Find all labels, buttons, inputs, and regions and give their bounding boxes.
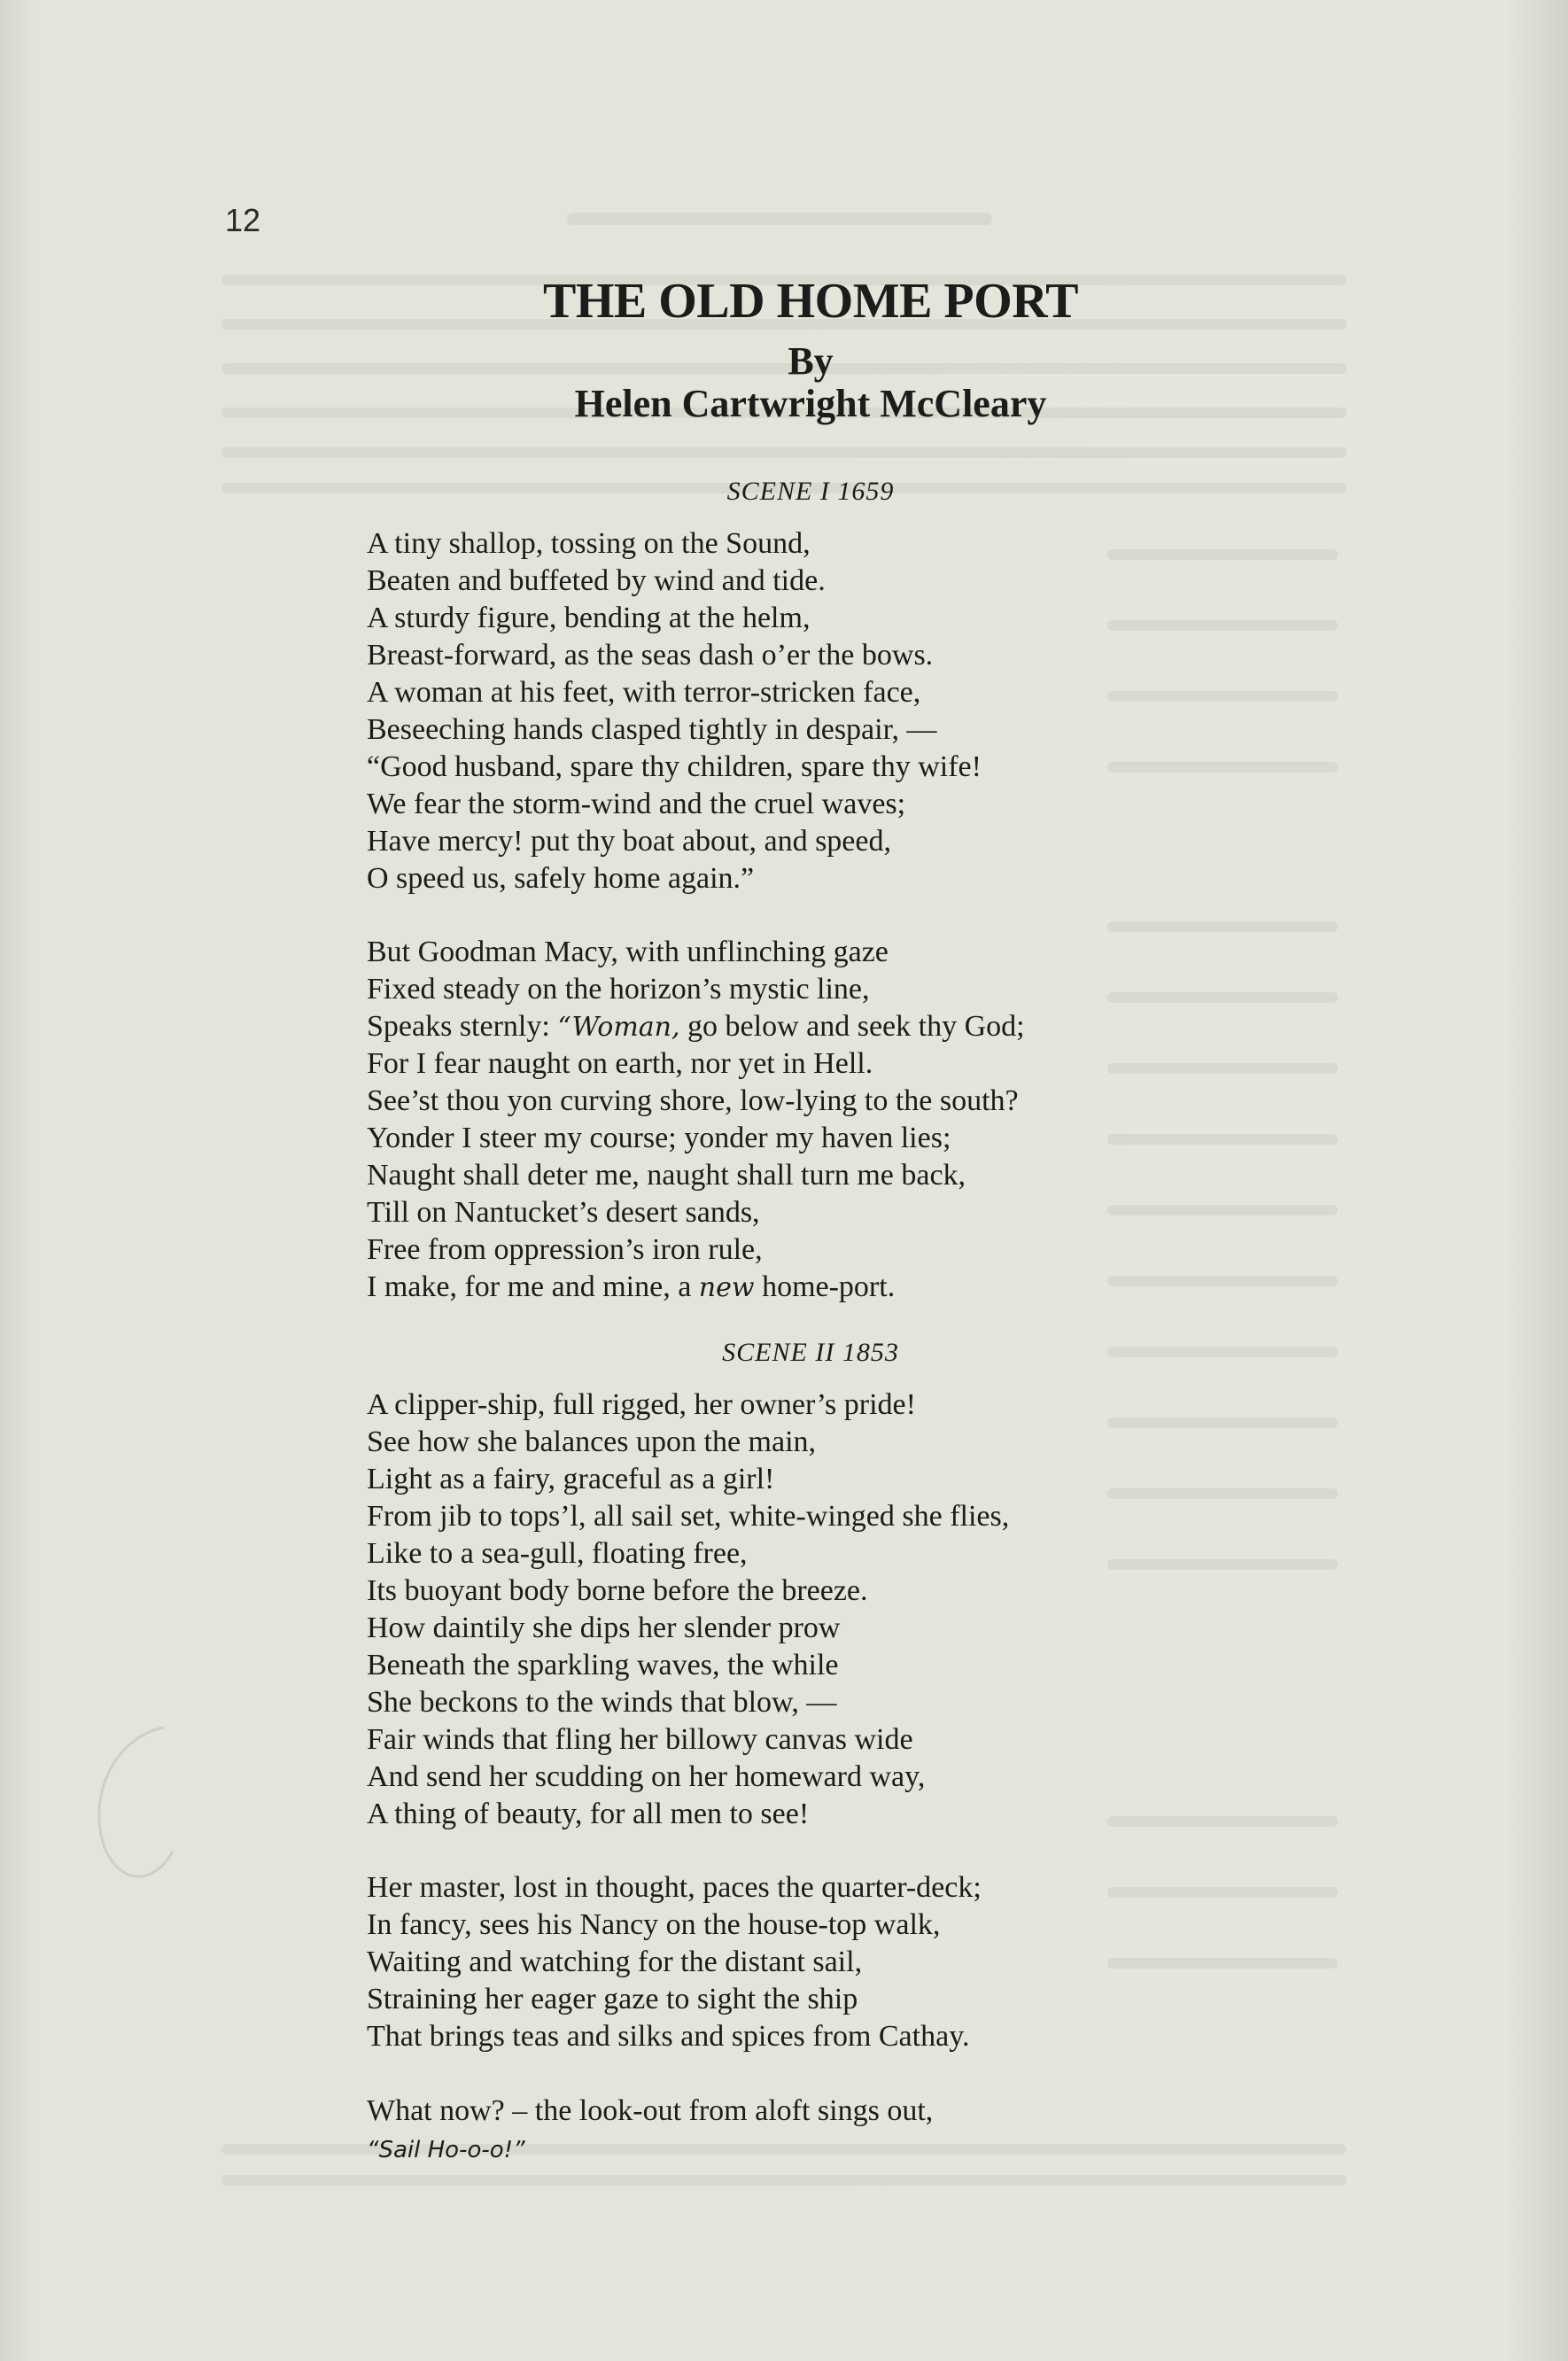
verse-line: She beckons to the winds that blow, — bbox=[367, 1686, 837, 1719]
verse-line: O speed us, safely home again.” bbox=[367, 862, 755, 895]
page-number: 12 bbox=[225, 202, 261, 238]
verse-line: Her master, lost in thought, paces the quarter-deck; bbox=[367, 1871, 982, 1904]
scene-1-heading: SCENE I 1659 bbox=[726, 477, 895, 506]
verse-line: Straining her eager gaze to sight the ship bbox=[367, 1983, 858, 2015]
verse-line: See how she balances upon the main, bbox=[367, 1425, 817, 1458]
verse-line: Free from oppression’s iron rule, bbox=[367, 1233, 763, 1266]
verse-line: See’st thou yon curving shore, low-lying to the south? bbox=[367, 1084, 1019, 1117]
poem-title: THE OLD HOME PORT bbox=[542, 274, 1079, 329]
verse-line: Have mercy! put thy boat about, and speed, bbox=[367, 825, 891, 858]
verse-line: A woman at his feet, with terror-stricken face, bbox=[367, 676, 921, 709]
verse-line: That brings teas and silks and spices from Cathay. bbox=[367, 2020, 970, 2053]
verse-line: We fear the storm-wind and the cruel waves; bbox=[367, 788, 906, 820]
scene-2-heading: SCENE II 1853 bbox=[722, 1338, 899, 1367]
verse-line: From jib to tops’l, all sail set, white-winged she flies, bbox=[367, 1500, 1010, 1533]
verse-text: Speaks sternly: bbox=[367, 1010, 558, 1043]
byline: By bbox=[788, 339, 834, 383]
verse-italic-text: “Woman, bbox=[557, 1012, 680, 1043]
author-name: Helen Cartwright McCleary bbox=[574, 382, 1047, 425]
scene-1-stanza-2 bbox=[367, 934, 1025, 1306]
verse-text: go below and seek thy God; bbox=[679, 1010, 1025, 1043]
verse-line: What now? – the look-out from aloft sings out, bbox=[367, 2094, 934, 2127]
verse-line bbox=[367, 1269, 1025, 1306]
verse-line: Breast-forward, as the seas dash o’er the bows. bbox=[367, 639, 934, 672]
verse-line: Yonder I steer my course; yonder my haven lies; bbox=[367, 1122, 951, 1154]
verse-italic-text: new bbox=[698, 1272, 755, 1303]
verse-text: I make, for me and mine, a bbox=[367, 1270, 699, 1303]
verse-line: “Good husband, spare thy children, spare thy wife! bbox=[367, 750, 982, 783]
verse-line: Naught shall deter me, naught shall turn me back, bbox=[367, 1159, 966, 1192]
verse-text: home-port. bbox=[754, 1270, 896, 1303]
verse-italic-text: “Sail Ho-o-o!” bbox=[367, 2137, 525, 2163]
verse-line: Its buoyant body borne before the breeze. bbox=[367, 1574, 868, 1607]
verse-line: A sturdy figure, bending at the helm, bbox=[367, 602, 811, 634]
verse-line: A tiny shallop, tossing on the Sound, bbox=[367, 527, 811, 560]
verse-line: A thing of beauty, for all men to see! bbox=[367, 1798, 810, 1830]
verse-line: Like to a sea-gull, floating free, bbox=[367, 1537, 748, 1570]
verse-line: Till on Nantucket’s desert sands, bbox=[367, 1196, 760, 1229]
verse-line: Waiting and watching for the distant sail, bbox=[367, 1945, 863, 1978]
verse-line: Beseeching hands clasped tightly in despair, — bbox=[367, 713, 937, 746]
verse-line: Fair winds that fling her billowy canvas wide bbox=[367, 1723, 913, 1756]
verse-line bbox=[367, 2130, 933, 2167]
verse-line: How daintily she dips her slender prow bbox=[367, 1612, 841, 1644]
verse-line: Beaten and buffeted by wind and tide. bbox=[367, 564, 826, 597]
scene-2-stanza-3 bbox=[367, 2093, 933, 2167]
verse-line bbox=[367, 1008, 1025, 1045]
scene-2-stanza-2 bbox=[367, 1869, 982, 2055]
verse-line: In fancy, sees his Nancy on the house-top walk, bbox=[367, 1908, 941, 1941]
verse-line: Light as a fairy, graceful as a girl! bbox=[367, 1463, 775, 1495]
verse-line: A clipper-ship, full rigged, her owner’s pride! bbox=[367, 1388, 916, 1421]
verse-line: Fixed steady on the horizon’s mystic line, bbox=[367, 973, 870, 1006]
verse-line: Beneath the sparkling waves, the while bbox=[367, 1649, 839, 1681]
verse-line: And send her scudding on her homeward way, bbox=[367, 1760, 926, 1793]
scene-2-stanza-1 bbox=[367, 1386, 1009, 1833]
scene-1-stanza-1 bbox=[367, 525, 982, 897]
verse-line: But Goodman Macy, with unflinching gaze bbox=[367, 936, 889, 968]
verse-line: For I fear naught on earth, nor yet in Hell. bbox=[367, 1047, 873, 1080]
